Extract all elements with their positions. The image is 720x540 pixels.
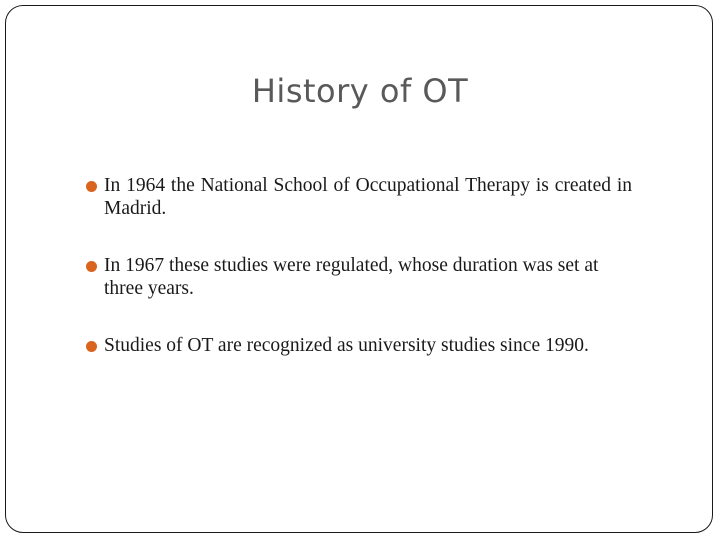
bullet-text: Studies of OT are recognized as university studies since 1990. <box>104 335 589 356</box>
bullet-item <box>86 174 632 220</box>
bullet-dot-icon <box>86 261 97 272</box>
bullet-text: In 1964 the National School of Occupational Therapy is created in Madrid. <box>104 175 632 219</box>
bullet-text: In 1967 these studies were regulated, whose duration was set at three years. <box>104 255 599 299</box>
bullet-item <box>86 254 632 300</box>
bullet-dot-icon <box>86 341 97 352</box>
bullet-list <box>86 174 632 357</box>
slide-title: History of OT <box>251 72 469 110</box>
bullet-item <box>86 334 632 357</box>
bullet-dot-icon <box>86 181 97 192</box>
